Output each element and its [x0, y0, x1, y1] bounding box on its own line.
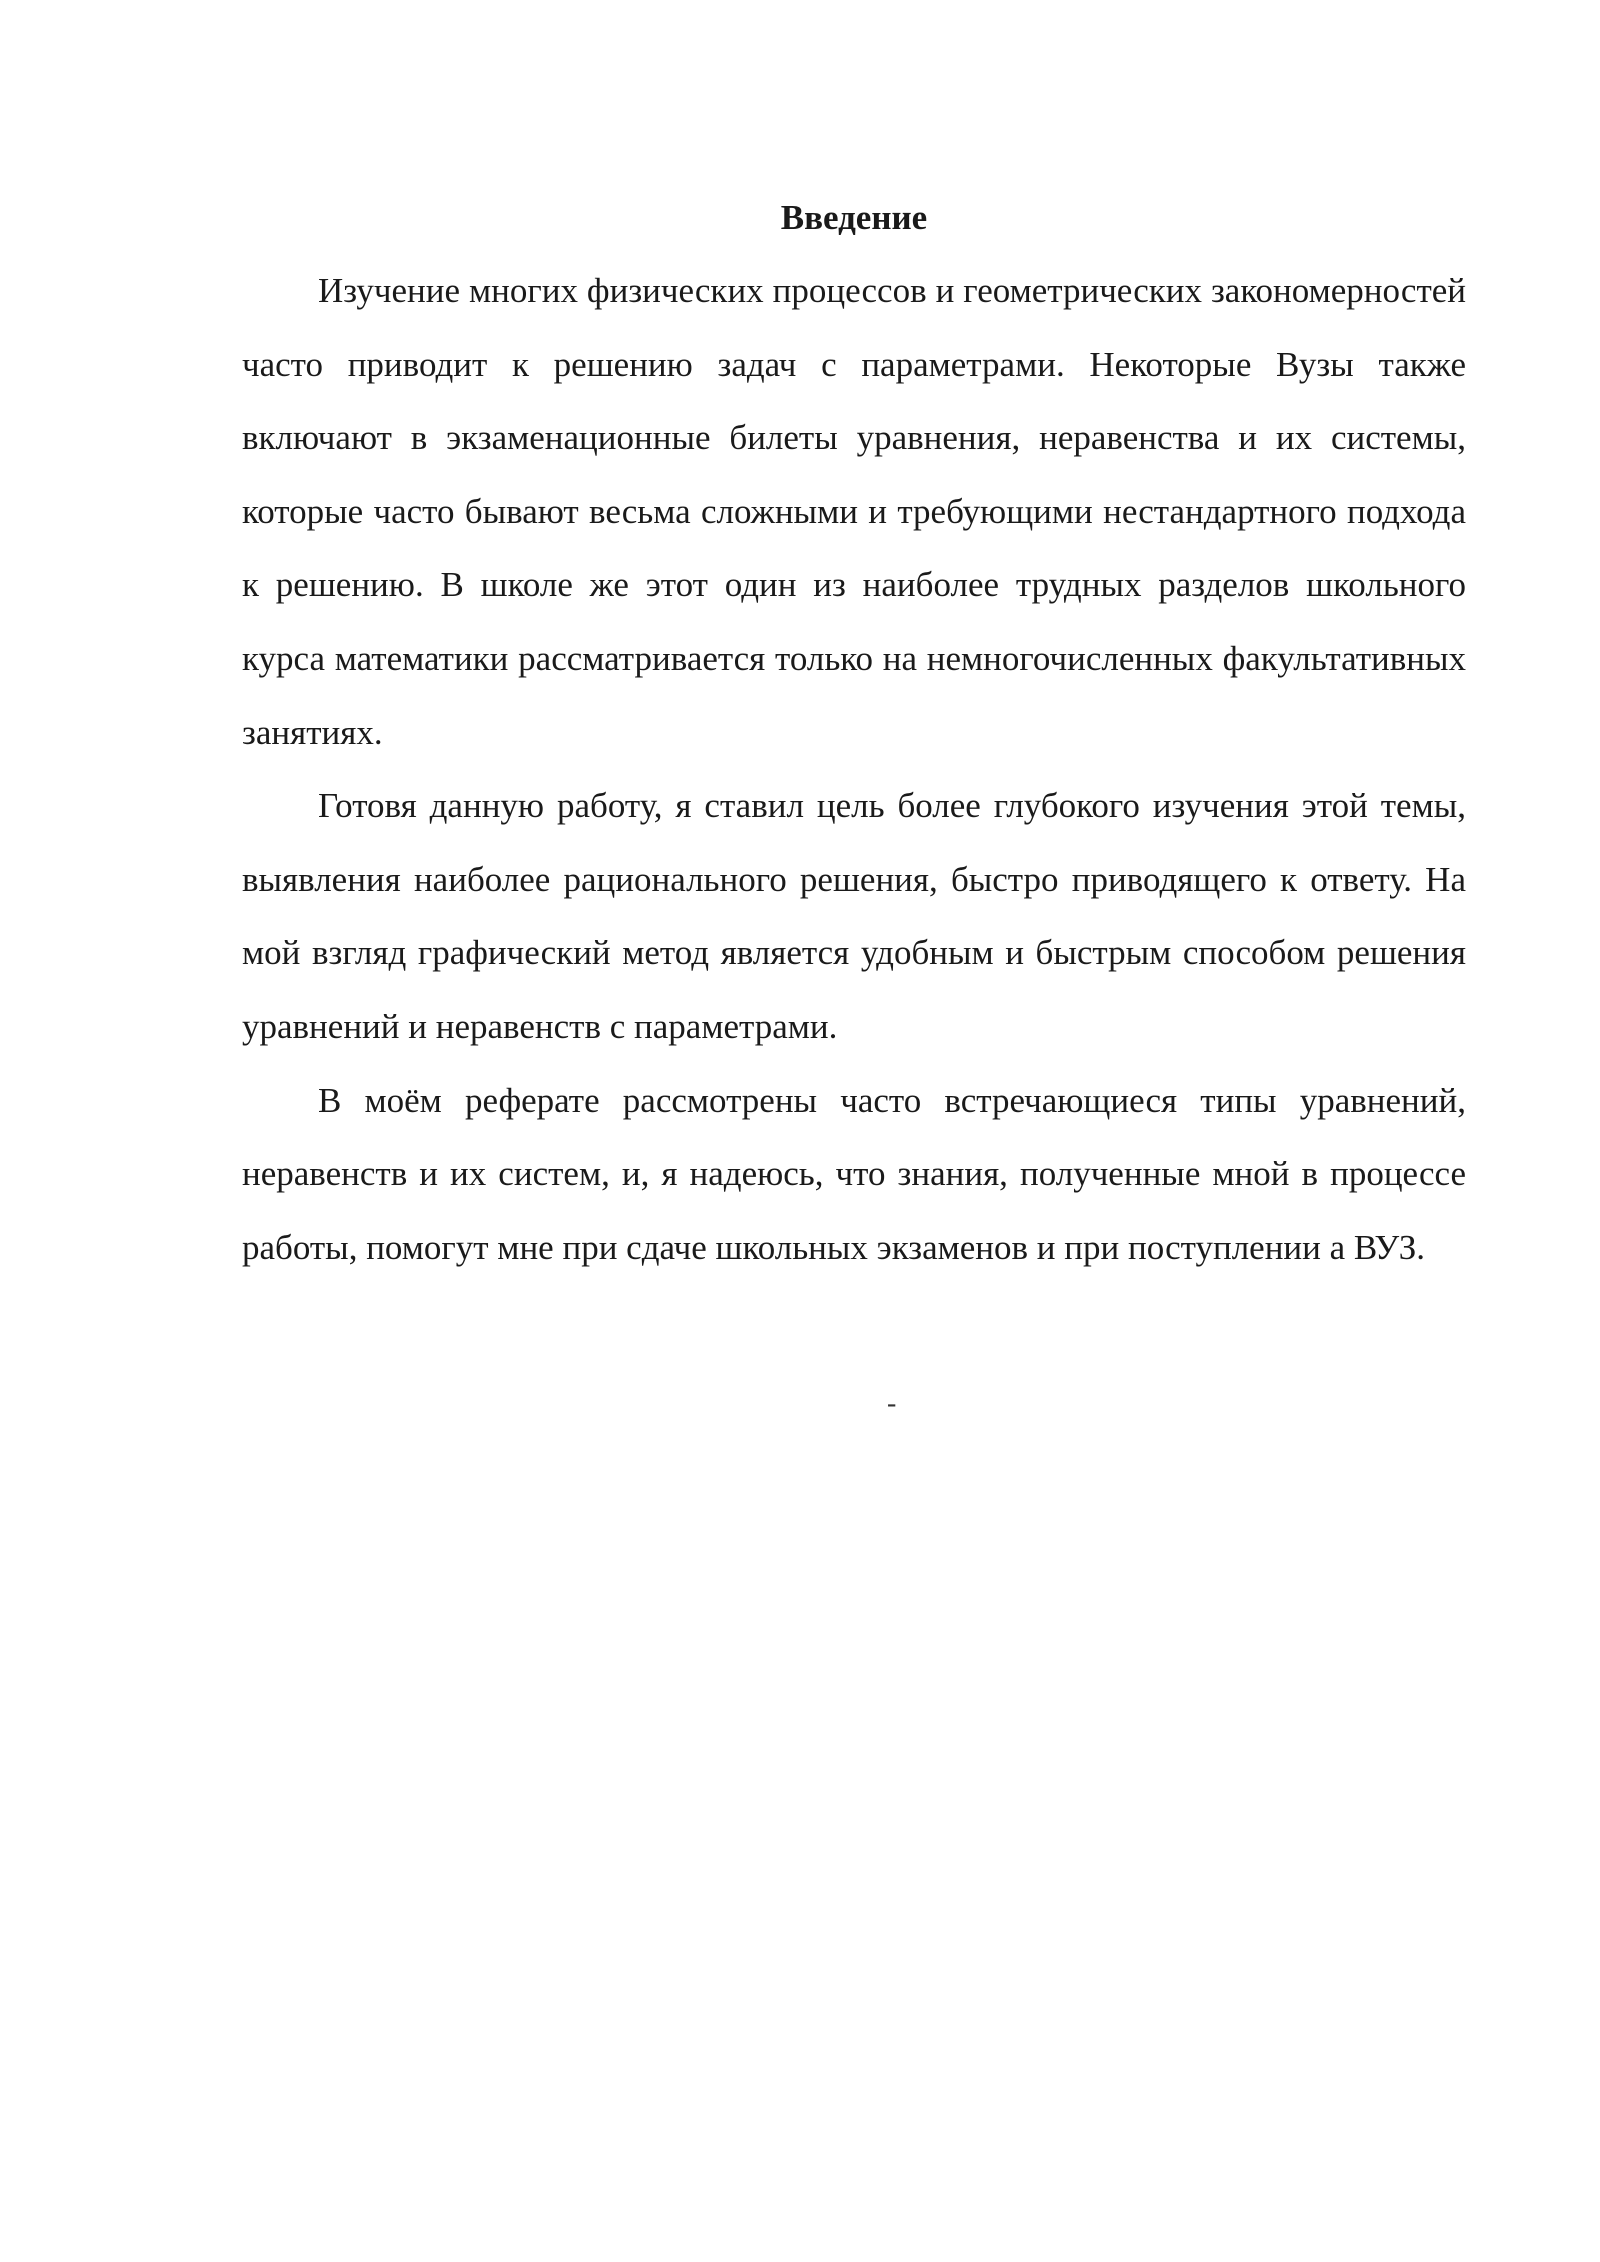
section-title: Введение	[780, 198, 928, 237]
paragraph-summary: В моём реферате рассмотрены часто встречающиеся типы уравнений, неравенств и их систем, и, я надеюсь, что знания, полученные мной в процессе работы, помогут мне при сдаче школьных экзаменов и при поступлении а ВУЗ.	[242, 1080, 1466, 1267]
paragraph-intro: Изучение многих физических процессов и геометрических закономерностей часто приводит к решению задач с параметрами. Некоторые Вузы также включают в экзаменационные билеты уравнения, неравенства и их системы, которые часто бывают весьма сложными и требующими нестандартного подхода к решению. В школе же этот один из наиболее трудных разделов школьного курса математики рассматривается только на немногочисленных факультативных занятиях.	[242, 271, 1466, 752]
separator-dash: -	[887, 1388, 897, 1419]
document-body	[242, 190, 1466, 1284]
paragraph-goal: Готовя данную работу, я ставил цель более глубокого изучения этой темы, выявления наиболее рационального решения, быстро приводящего к ответу. На мой взгляд графический метод является удобным и быстрым способом решения уравнений и неравенств с параметрами.	[242, 786, 1466, 1046]
